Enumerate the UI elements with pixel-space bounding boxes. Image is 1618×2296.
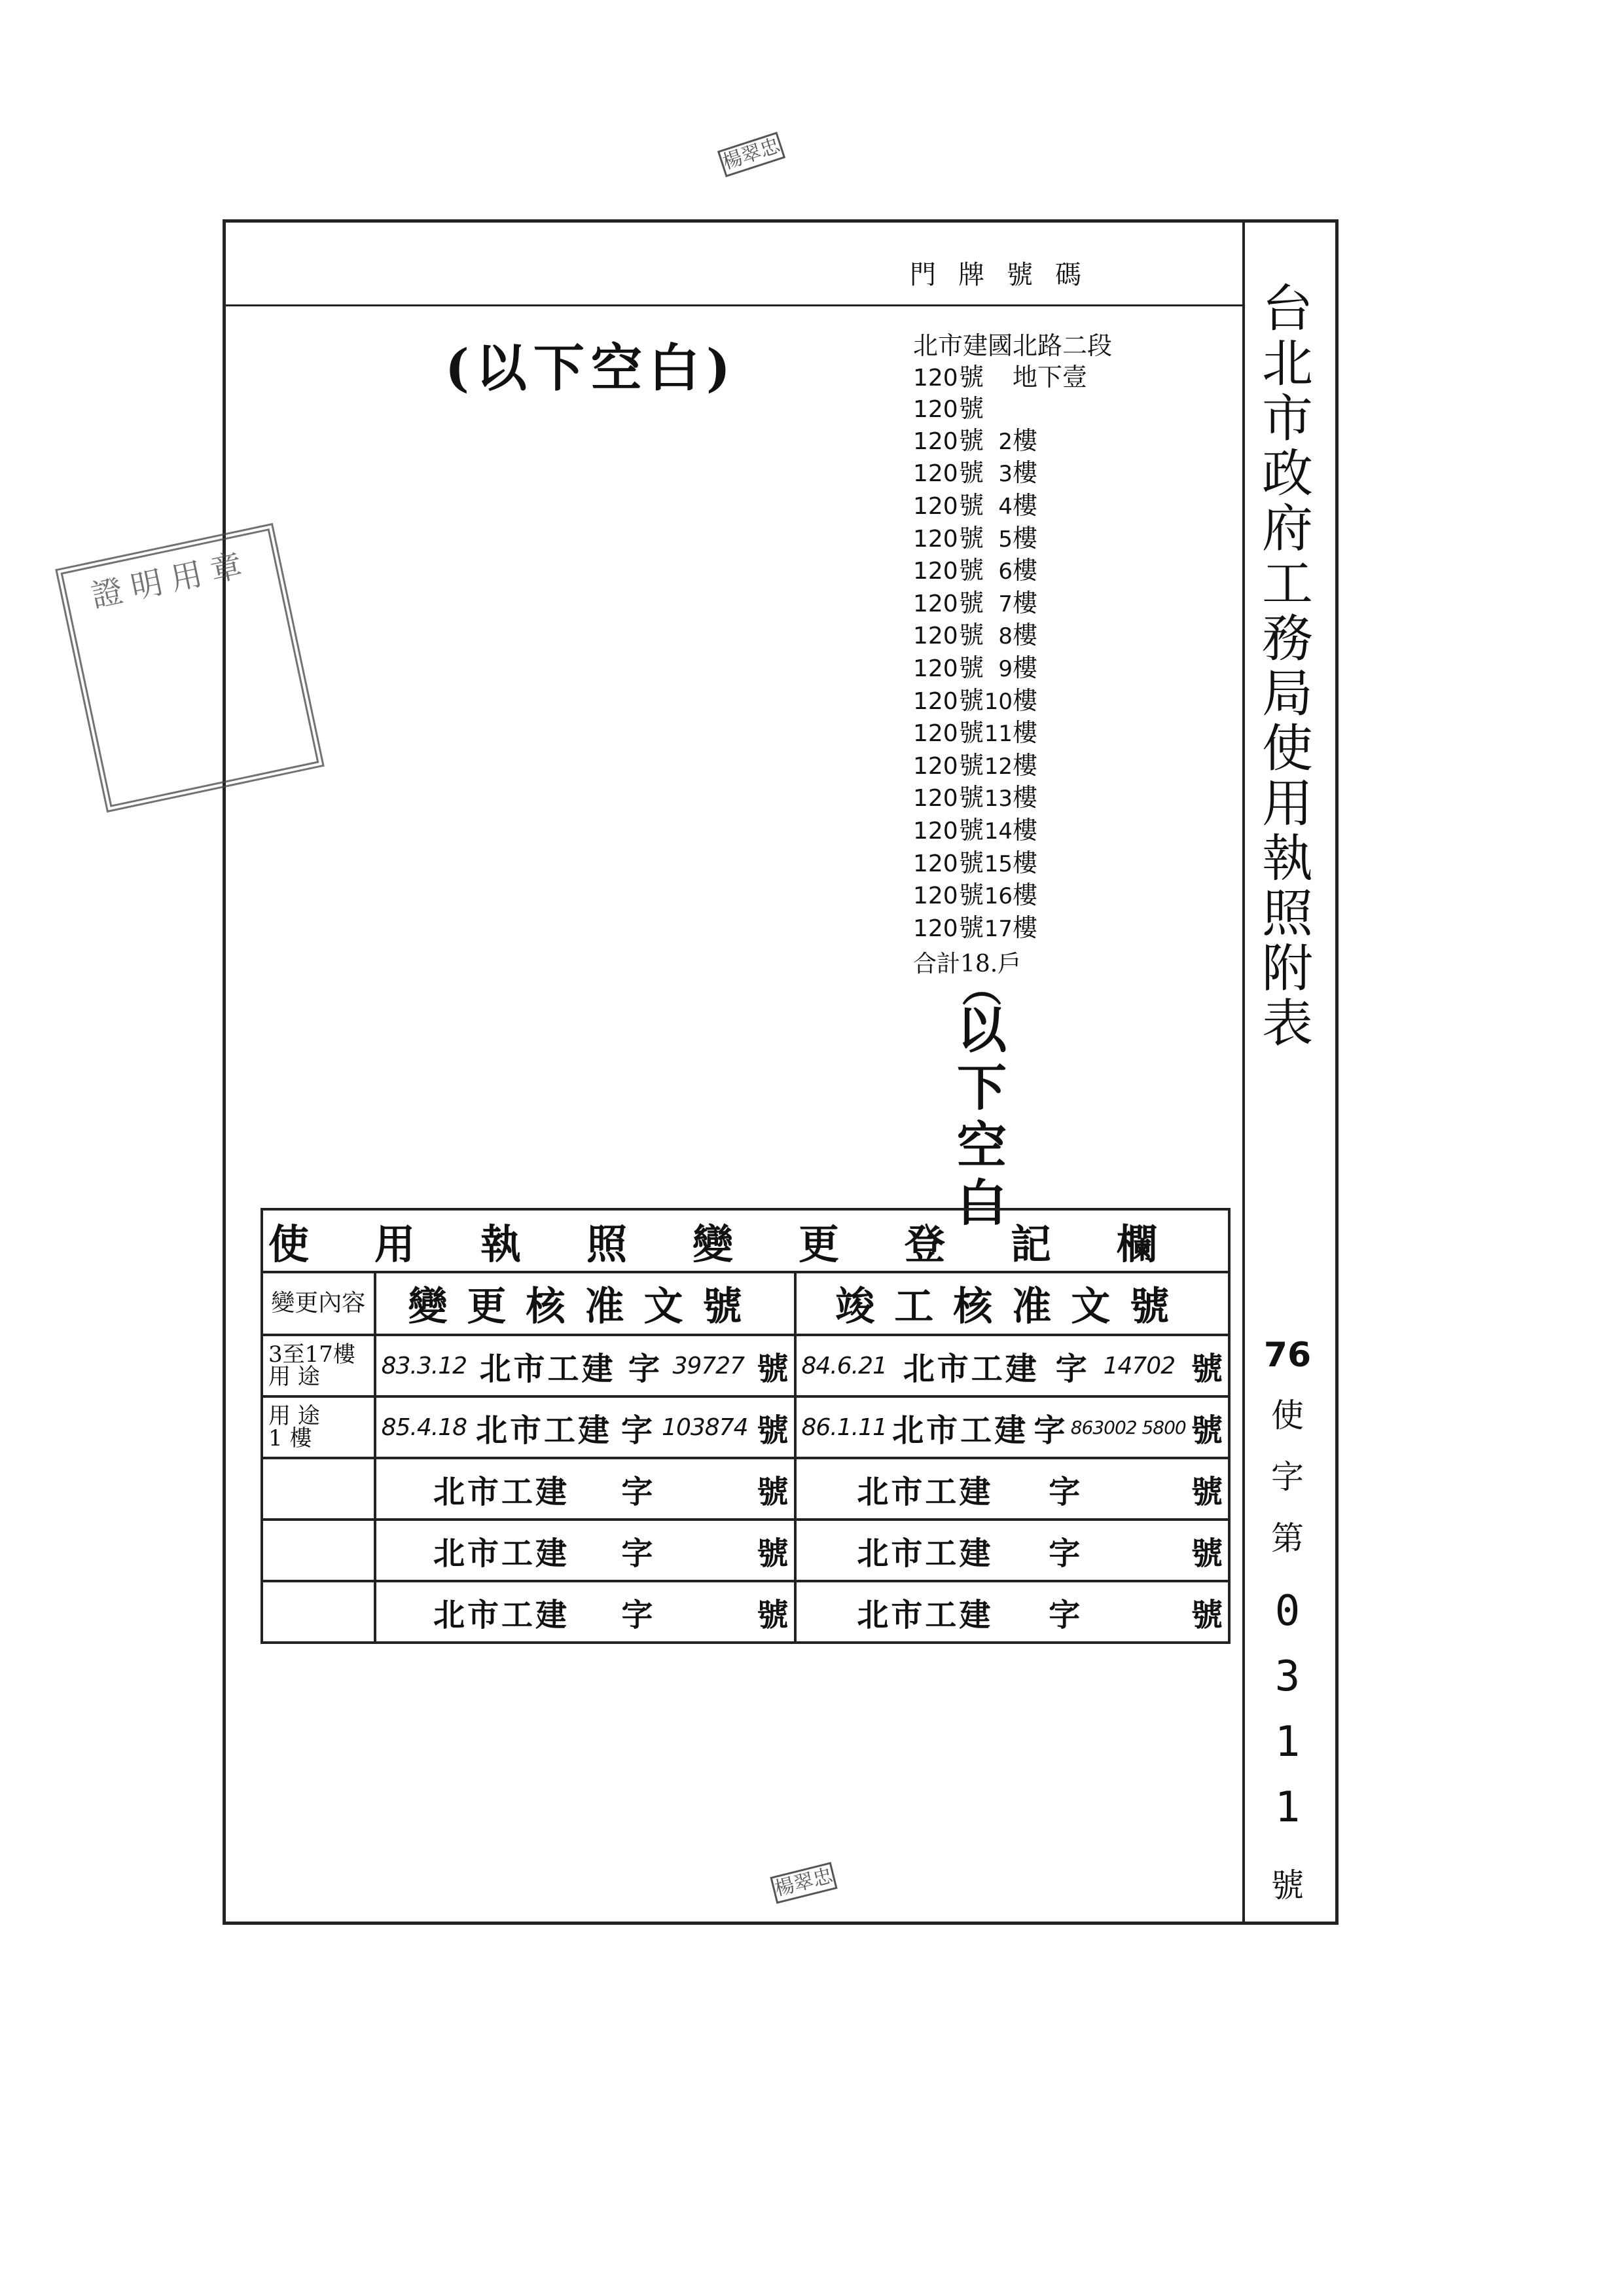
house-unit: 號	[959, 783, 984, 812]
registration-row	[262, 1520, 1229, 1581]
address-line	[913, 393, 1188, 426]
house-unit: 號	[959, 523, 984, 553]
floor-number: 3	[998, 461, 1013, 488]
approval-suffix: 號	[757, 1350, 789, 1387]
side-title-char: 府	[1261, 500, 1313, 558]
permit-serial-digit: 0	[1274, 1587, 1301, 1635]
completion-suffix: 號	[1191, 1535, 1223, 1572]
house-unit: 號	[959, 718, 984, 748]
floor-suffix: 樓	[1013, 588, 1038, 617]
permit-char: 第	[1271, 1520, 1304, 1558]
floor-number: 2	[998, 428, 1013, 455]
change-content-cell	[262, 1581, 375, 1643]
header-content: 變更內容	[262, 1272, 375, 1335]
address-line	[913, 913, 1188, 945]
address-line	[913, 555, 1188, 588]
address-line	[913, 685, 1188, 718]
floor-number: 7	[998, 591, 1013, 617]
house-unit: 號	[959, 362, 984, 392]
address-line	[913, 426, 1188, 458]
header-divider	[226, 304, 1242, 306]
approval-cell	[375, 1520, 795, 1581]
change-content-cell	[262, 1396, 375, 1458]
house-unit: 號	[959, 426, 984, 455]
floor-suffix: 樓	[1013, 458, 1038, 488]
registration-row	[262, 1335, 1229, 1396]
house-number: 120	[913, 883, 958, 910]
house-number: 120	[913, 460, 958, 488]
house-number: 120	[913, 590, 958, 617]
floor-number: 9	[998, 655, 1013, 682]
address-lines	[913, 362, 1188, 945]
approval-cell	[375, 1335, 795, 1396]
completion-cell	[795, 1458, 1230, 1520]
floor-suffix: 樓	[1013, 426, 1038, 455]
address-line	[913, 880, 1188, 913]
floor-suffix: 樓	[1013, 685, 1038, 715]
completion-cell	[795, 1520, 1230, 1581]
house-unit: 號	[959, 458, 984, 488]
side-title	[1251, 282, 1323, 1051]
approval-cell	[375, 1396, 795, 1458]
house-unit: 號	[959, 815, 984, 845]
blank-char: 空	[957, 1116, 1007, 1175]
address-line	[913, 588, 1188, 621]
approval-office: 北市工建	[433, 1473, 570, 1510]
house-unit: 號	[959, 588, 984, 617]
house-unit: 號	[959, 621, 984, 650]
side-title-char: 照	[1261, 884, 1313, 943]
approval-date: 83.3.12	[381, 1352, 467, 1379]
floor-suffix: 樓	[1013, 653, 1038, 682]
completion-char: 字	[1049, 1535, 1081, 1572]
permit-year: 76	[1263, 1336, 1312, 1375]
side-title-char: 市	[1261, 390, 1313, 448]
bracket-open: ︵	[962, 966, 1001, 1011]
address-line	[913, 653, 1188, 685]
floor-number: 12	[984, 753, 1013, 780]
house-unit: 號	[959, 848, 984, 877]
approval-char: 字	[621, 1473, 653, 1510]
registration-row	[262, 1396, 1229, 1458]
change-content-line: 用 途	[268, 1364, 320, 1390]
completion-office: 北市工建	[903, 1350, 1039, 1387]
floor-number: 10	[984, 688, 1013, 715]
approval-suffix: 號	[757, 1596, 789, 1633]
house-unit: 號	[959, 556, 984, 585]
house-unit: 號	[959, 881, 984, 910]
registration-table	[261, 1208, 1231, 1644]
side-column-divider	[1242, 223, 1245, 1922]
approval-suffix: 號	[757, 1412, 789, 1449]
house-number: 120	[913, 850, 958, 877]
address-line	[913, 523, 1188, 556]
completion-date: 84.6.21	[801, 1352, 887, 1379]
house-number: 120	[913, 915, 958, 942]
permit-char: 使	[1271, 1396, 1304, 1434]
approval-cell	[375, 1458, 795, 1520]
floor-suffix: 地下壹	[1013, 362, 1088, 392]
house-unit: 號	[959, 490, 984, 520]
approval-char: 字	[621, 1596, 653, 1633]
side-title-char: 工	[1261, 555, 1313, 613]
header-completion: 竣工核准文號	[795, 1272, 1230, 1335]
floor-number: 16	[984, 883, 1013, 910]
side-title-char: 附	[1261, 939, 1313, 998]
house-unit: 號	[959, 685, 984, 715]
completion-cell	[795, 1396, 1230, 1458]
floor-number: 17	[984, 915, 1013, 942]
registration-row	[262, 1581, 1229, 1643]
approval-number: 103874	[662, 1413, 748, 1441]
change-content-line: 用 途	[268, 1403, 320, 1429]
floor-suffix: 樓	[1013, 556, 1038, 585]
completion-suffix: 號	[1191, 1473, 1223, 1510]
approval-char: 字	[621, 1412, 653, 1449]
floor-suffix: 樓	[1013, 523, 1038, 553]
permit-serial-digit: 3	[1274, 1652, 1301, 1701]
address-header: 門牌號碼	[910, 260, 1104, 290]
blank-mark-vertical	[956, 966, 1008, 1232]
house-number: 120	[913, 752, 958, 780]
house-number: 120	[913, 364, 958, 392]
house-number: 120	[913, 720, 958, 748]
address-line	[913, 362, 1188, 394]
address-line	[913, 620, 1188, 653]
floor-number: 4	[998, 493, 1013, 520]
address-line	[913, 490, 1188, 523]
approval-office: 北市工建	[433, 1596, 570, 1633]
house-number: 120	[913, 785, 958, 812]
floor-number: 11	[984, 721, 1013, 748]
blank-char: 白	[957, 1174, 1007, 1232]
completion-office: 北市工建	[857, 1535, 994, 1572]
side-title-char: 用	[1261, 774, 1313, 833]
floor-number: 14	[984, 818, 1013, 845]
approval-char: 字	[621, 1535, 653, 1572]
address-line	[913, 750, 1188, 783]
house-number: 120	[913, 623, 958, 650]
completion-number: 863002 5800	[1070, 1416, 1186, 1438]
approval-suffix: 號	[757, 1535, 789, 1572]
floor-suffix: 樓	[1013, 718, 1038, 748]
approval-suffix: 號	[757, 1473, 789, 1510]
side-title-char: 使	[1261, 720, 1313, 778]
floor-suffix: 樓	[1013, 621, 1038, 650]
house-unit: 號	[959, 913, 984, 942]
address-line	[913, 815, 1188, 848]
permit-char: 字	[1271, 1458, 1304, 1496]
floor-suffix: 樓	[1013, 848, 1038, 877]
address-street: 北市建國北路二段	[913, 331, 1113, 360]
permit-serial-digit: 1	[1274, 1718, 1301, 1766]
completion-date: 86.1.11	[801, 1413, 887, 1441]
permit-serial-digit: 1	[1274, 1783, 1301, 1832]
house-number: 120	[913, 525, 958, 553]
floor-suffix: 樓	[1013, 750, 1038, 780]
completion-char: 字	[1049, 1473, 1081, 1510]
completion-suffix: 號	[1191, 1412, 1223, 1449]
floor-number: 6	[998, 558, 1013, 585]
blank-char: 下	[957, 1059, 1007, 1117]
completion-office: 北市工建	[857, 1596, 994, 1633]
approval-date: 85.4.18	[381, 1413, 467, 1441]
floor-suffix: 樓	[1013, 881, 1038, 910]
approval-office: 北市工建	[479, 1350, 616, 1387]
side-title-char: 北	[1261, 335, 1313, 393]
completion-char: 字	[1055, 1350, 1087, 1387]
approval-office: 北市工建	[476, 1412, 613, 1449]
official-seal: 證明用章	[55, 523, 325, 812]
completion-cell	[795, 1581, 1230, 1643]
completion-suffix: 號	[1191, 1596, 1223, 1633]
house-number: 120	[913, 396, 958, 424]
floor-number: 8	[998, 623, 1013, 650]
change-content-line: 3至17樓	[268, 1341, 355, 1368]
floor-suffix: 樓	[1013, 783, 1038, 812]
permit-suffix: 號	[1271, 1867, 1304, 1904]
floor-number: 5	[998, 526, 1013, 553]
completion-char: 字	[1034, 1412, 1066, 1449]
side-title-char: 台	[1261, 280, 1313, 338]
floor-suffix: 樓	[1013, 490, 1038, 520]
completion-office: 北市工建	[857, 1473, 994, 1510]
change-content-cell	[262, 1520, 375, 1581]
house-number: 120	[913, 492, 958, 520]
house-number: 120	[913, 428, 958, 455]
blank-mark-left: (以下空白)	[445, 338, 737, 398]
side-title-char: 務	[1261, 610, 1313, 668]
permit-number	[1251, 1336, 1323, 1921]
header-approval: 變更核准文號	[375, 1272, 795, 1335]
address-line	[913, 718, 1188, 750]
house-unit: 號	[959, 394, 984, 424]
address-line	[913, 848, 1188, 881]
house-unit: 號	[959, 653, 984, 682]
address-line	[913, 458, 1188, 490]
house-number: 120	[913, 655, 958, 682]
name-stamp-top: 楊翠忠	[717, 132, 785, 177]
completion-office: 北市工建	[892, 1412, 1029, 1449]
change-content-line: 1 樓	[268, 1425, 312, 1451]
floor-suffix: 樓	[1013, 815, 1038, 845]
side-title-char: 局	[1261, 665, 1313, 723]
approval-office: 北市工建	[433, 1535, 570, 1572]
permit-serial	[1251, 1586, 1323, 1833]
floor-number: 15	[984, 850, 1013, 877]
completion-suffix: 號	[1191, 1350, 1223, 1387]
approval-char: 字	[628, 1350, 660, 1387]
house-number: 120	[913, 687, 958, 715]
side-title-char: 政	[1261, 445, 1313, 503]
completion-cell	[795, 1335, 1230, 1396]
house-unit: 號	[959, 750, 984, 780]
house-number: 120	[913, 817, 958, 845]
address-line	[913, 782, 1188, 815]
change-content-cell	[262, 1458, 375, 1520]
address-block	[913, 331, 1188, 980]
floor-suffix: 樓	[1013, 913, 1038, 942]
registration-row	[262, 1458, 1229, 1520]
blank-char: 以	[957, 1001, 1007, 1059]
side-title-char: 表	[1261, 994, 1313, 1053]
approval-number: 39727	[672, 1352, 744, 1379]
approval-cell	[375, 1581, 795, 1643]
completion-number: 14702	[1103, 1352, 1176, 1379]
address-total: 合計18.戶	[913, 951, 1022, 978]
name-stamp-bottom: 楊翠忠	[770, 1862, 837, 1904]
side-title-char: 執	[1261, 829, 1313, 888]
change-content-cell	[262, 1335, 375, 1396]
registration-title: 使用執照變更登記欄	[262, 1209, 1229, 1272]
house-number: 120	[913, 558, 958, 585]
floor-number: 13	[984, 786, 1013, 812]
completion-char: 字	[1049, 1596, 1081, 1633]
